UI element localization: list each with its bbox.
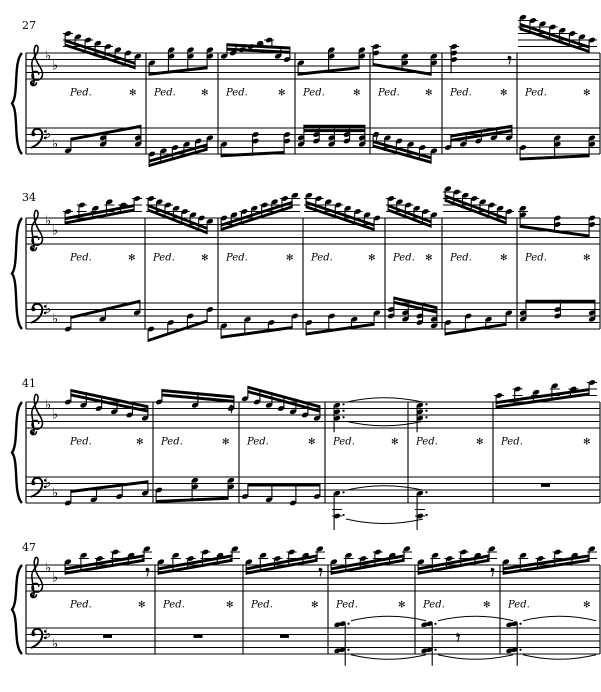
brace-icon	[12, 218, 22, 329]
measure	[518, 14, 597, 161]
pedal-release-icon: ✻	[368, 253, 376, 264]
pedal-release-icon: ✻	[353, 88, 361, 99]
pedal-mark: Ped.	[163, 599, 185, 611]
whole-rest-icon	[103, 635, 112, 638]
flat-icon: ♭	[52, 636, 59, 652]
eighth-rest-icon	[491, 568, 494, 577]
pedal-mark: Ped.	[416, 436, 438, 448]
pedal-mark: Ped.	[333, 436, 355, 448]
note-group	[449, 43, 511, 73]
measure	[220, 192, 300, 339]
note-group	[64, 125, 142, 154]
pedal-release-icon: ✻	[583, 88, 591, 99]
augmentation-dot-icon	[342, 410, 344, 412]
tie	[438, 616, 513, 621]
pedal-release-icon: ✻	[500, 88, 508, 99]
augmentation-dot-icon	[425, 514, 427, 516]
measure	[386, 195, 438, 329]
measure	[297, 46, 366, 147]
system	[12, 379, 600, 530]
note-group	[280, 635, 289, 638]
note-group	[103, 635, 112, 638]
pedal-mark: Ped.	[153, 252, 175, 264]
augmentation-dot-icon	[342, 491, 344, 493]
pedal-release-icon: ✻	[500, 253, 508, 264]
measure	[245, 545, 325, 637]
flat-icon: ♭	[45, 213, 52, 229]
tie	[523, 616, 596, 621]
flat-icon: ♭	[52, 311, 59, 327]
pedal-mark: Ped.	[525, 87, 547, 99]
note-group	[386, 195, 438, 228]
tie	[523, 655, 596, 660]
pedal-mark: Ped.	[70, 599, 92, 611]
note-group	[146, 195, 214, 234]
flat-icon: ♭	[52, 223, 59, 239]
pedal-mark: Ped.	[226, 87, 248, 99]
flat-icon: ♭	[52, 570, 59, 586]
note-group	[415, 490, 428, 530]
note-group	[64, 480, 149, 506]
whole-rest-icon	[541, 484, 550, 487]
beam	[248, 484, 320, 487]
pedal-release-icon: ✻	[129, 88, 137, 99]
beam	[71, 480, 148, 493]
measure	[304, 192, 381, 336]
pedal-release-icon: ✻	[286, 253, 294, 264]
augmentation-dot-icon	[342, 416, 344, 418]
flat-icon: ♭	[52, 136, 59, 152]
pedal-mark: Ped.	[508, 599, 530, 611]
measure	[146, 195, 214, 342]
pedal-mark: Ped.	[70, 436, 92, 448]
pedal-release-icon: ✻	[398, 600, 406, 611]
pedal-release-icon: ✻	[201, 253, 209, 264]
pedal-release-icon: ✻	[128, 253, 136, 264]
pedal-release-icon: ✻	[136, 437, 144, 448]
flat-icon: ♭	[45, 627, 52, 643]
pedal-release-icon: ✻	[201, 88, 209, 99]
pedal-mark: Ped.	[70, 87, 92, 99]
augmentation-dot-icon	[425, 416, 427, 418]
note-group	[148, 134, 214, 167]
augmentation-dot-icon	[425, 403, 427, 405]
pedal-release-icon: ✻	[583, 437, 591, 448]
note-group	[155, 389, 235, 413]
pedal-mark: Ped.	[70, 252, 92, 264]
tie	[438, 655, 513, 660]
note-group	[494, 379, 597, 408]
pedal-release-icon: ✻	[583, 253, 591, 264]
note-group	[297, 46, 366, 75]
note-group	[220, 192, 300, 231]
measure-number: 27	[22, 19, 36, 32]
pedal-release-icon: ✻	[583, 600, 591, 611]
note-group	[63, 30, 142, 69]
flat-icon: ♭	[45, 397, 52, 413]
pedal-mark: Ped.	[251, 599, 273, 611]
flat-icon: ♭	[45, 302, 52, 318]
note-group	[541, 484, 550, 487]
note-group	[148, 46, 214, 75]
note-group	[220, 37, 291, 63]
note-group	[220, 313, 299, 339]
measure	[518, 205, 596, 323]
measure	[371, 43, 438, 164]
augmentation-dot-icon	[342, 514, 344, 516]
augmentation-dot-icon	[425, 410, 427, 412]
note-group	[147, 306, 214, 342]
eighth-rest-icon	[319, 568, 322, 577]
beam	[304, 129, 365, 132]
pedal-mark: Ped.	[336, 599, 358, 611]
measure	[64, 545, 152, 637]
pedal-mark: Ped.	[311, 252, 333, 264]
pedal-release-icon: ✻	[483, 600, 491, 611]
pedal-release-icon: ✻	[226, 600, 234, 611]
note-group	[220, 131, 291, 157]
pedal-release-icon: ✻	[278, 88, 286, 99]
flat-icon: ♭	[45, 476, 52, 492]
note-group	[502, 545, 597, 574]
pedal-release-icon: ✻	[476, 437, 484, 448]
augmentation-dot-icon	[434, 649, 436, 651]
pedal-release-icon: ✻	[391, 437, 399, 448]
augmentation-dot-icon	[347, 623, 349, 625]
measure	[494, 379, 597, 487]
system	[12, 14, 600, 167]
brace-icon	[12, 53, 22, 154]
eighth-rest-icon	[146, 568, 149, 577]
tie	[351, 655, 426, 660]
note-group	[518, 14, 597, 53]
pedal-mark: Ped.	[378, 87, 400, 99]
measure	[63, 30, 142, 154]
augmentation-dot-icon	[425, 491, 427, 493]
brace-icon	[12, 565, 22, 654]
augmentation-dot-icon	[519, 649, 521, 651]
brace-icon	[12, 402, 22, 503]
pedal-mark: Ped.	[450, 252, 472, 264]
note-group	[63, 195, 142, 224]
measure-number: 47	[22, 541, 36, 554]
augmentation-dot-icon	[434, 623, 436, 625]
beam	[149, 66, 207, 76]
augmentation-dot-icon	[347, 649, 349, 651]
note-group	[330, 545, 412, 574]
measure	[148, 46, 214, 167]
pedal-release-icon: ✻	[311, 600, 319, 611]
measure	[220, 37, 291, 158]
whole-rest-icon	[280, 635, 289, 638]
pedal-release-icon: ✻	[425, 88, 433, 99]
measure	[157, 545, 240, 637]
pedal-mark: Ped.	[525, 252, 547, 264]
pedal-mark: Ped.	[226, 252, 248, 264]
tie	[346, 519, 423, 524]
flat-icon: ♭	[52, 407, 59, 423]
pedal-mark: Ped.	[247, 436, 269, 448]
measure	[63, 195, 142, 332]
pedal-release-icon: ✻	[425, 253, 433, 264]
pedal-mark: Ped.	[303, 87, 325, 99]
whole-rest-icon	[194, 635, 203, 638]
flat-icon: ♭	[45, 48, 52, 64]
measure	[155, 389, 235, 503]
augmentation-dot-icon	[342, 403, 344, 405]
flat-icon: ♭	[45, 560, 52, 576]
pedal-mark: Ped.	[161, 436, 183, 448]
system	[12, 185, 600, 342]
note-group	[443, 185, 514, 224]
beam	[304, 125, 365, 128]
pedal-mark: Ped.	[154, 87, 176, 99]
flat-icon: ♭	[52, 485, 59, 501]
eighth-rest-icon	[508, 56, 511, 65]
measure	[64, 389, 149, 506]
note-group	[387, 297, 438, 330]
note-group	[241, 386, 321, 422]
note-group	[444, 125, 513, 151]
note-group	[518, 205, 596, 238]
note-group	[194, 635, 203, 638]
measure-number: 41	[22, 377, 36, 390]
pedal-mark: Ped.	[450, 87, 472, 99]
pedal-release-icon: ✻	[138, 600, 146, 611]
system	[12, 545, 600, 665]
beam	[221, 326, 292, 339]
pedal-mark: Ped.	[393, 252, 415, 264]
augmentation-dot-icon	[519, 623, 521, 625]
note-group	[304, 192, 381, 231]
pedal-mark: Ped.	[423, 599, 445, 611]
note-group	[64, 389, 149, 422]
measure	[443, 185, 514, 335]
measure	[332, 398, 423, 530]
pedal-release-icon: ✻	[308, 437, 316, 448]
flat-icon: ♭	[45, 127, 52, 143]
note-group	[157, 545, 240, 574]
flat-icon: ♭	[52, 58, 59, 74]
pedal-release-icon: ✻	[222, 437, 230, 448]
note-group	[332, 486, 423, 530]
pedal-mark: Ped.	[501, 436, 523, 448]
beam	[526, 300, 595, 303]
measure	[241, 386, 321, 507]
measure-number: 34	[22, 191, 36, 204]
